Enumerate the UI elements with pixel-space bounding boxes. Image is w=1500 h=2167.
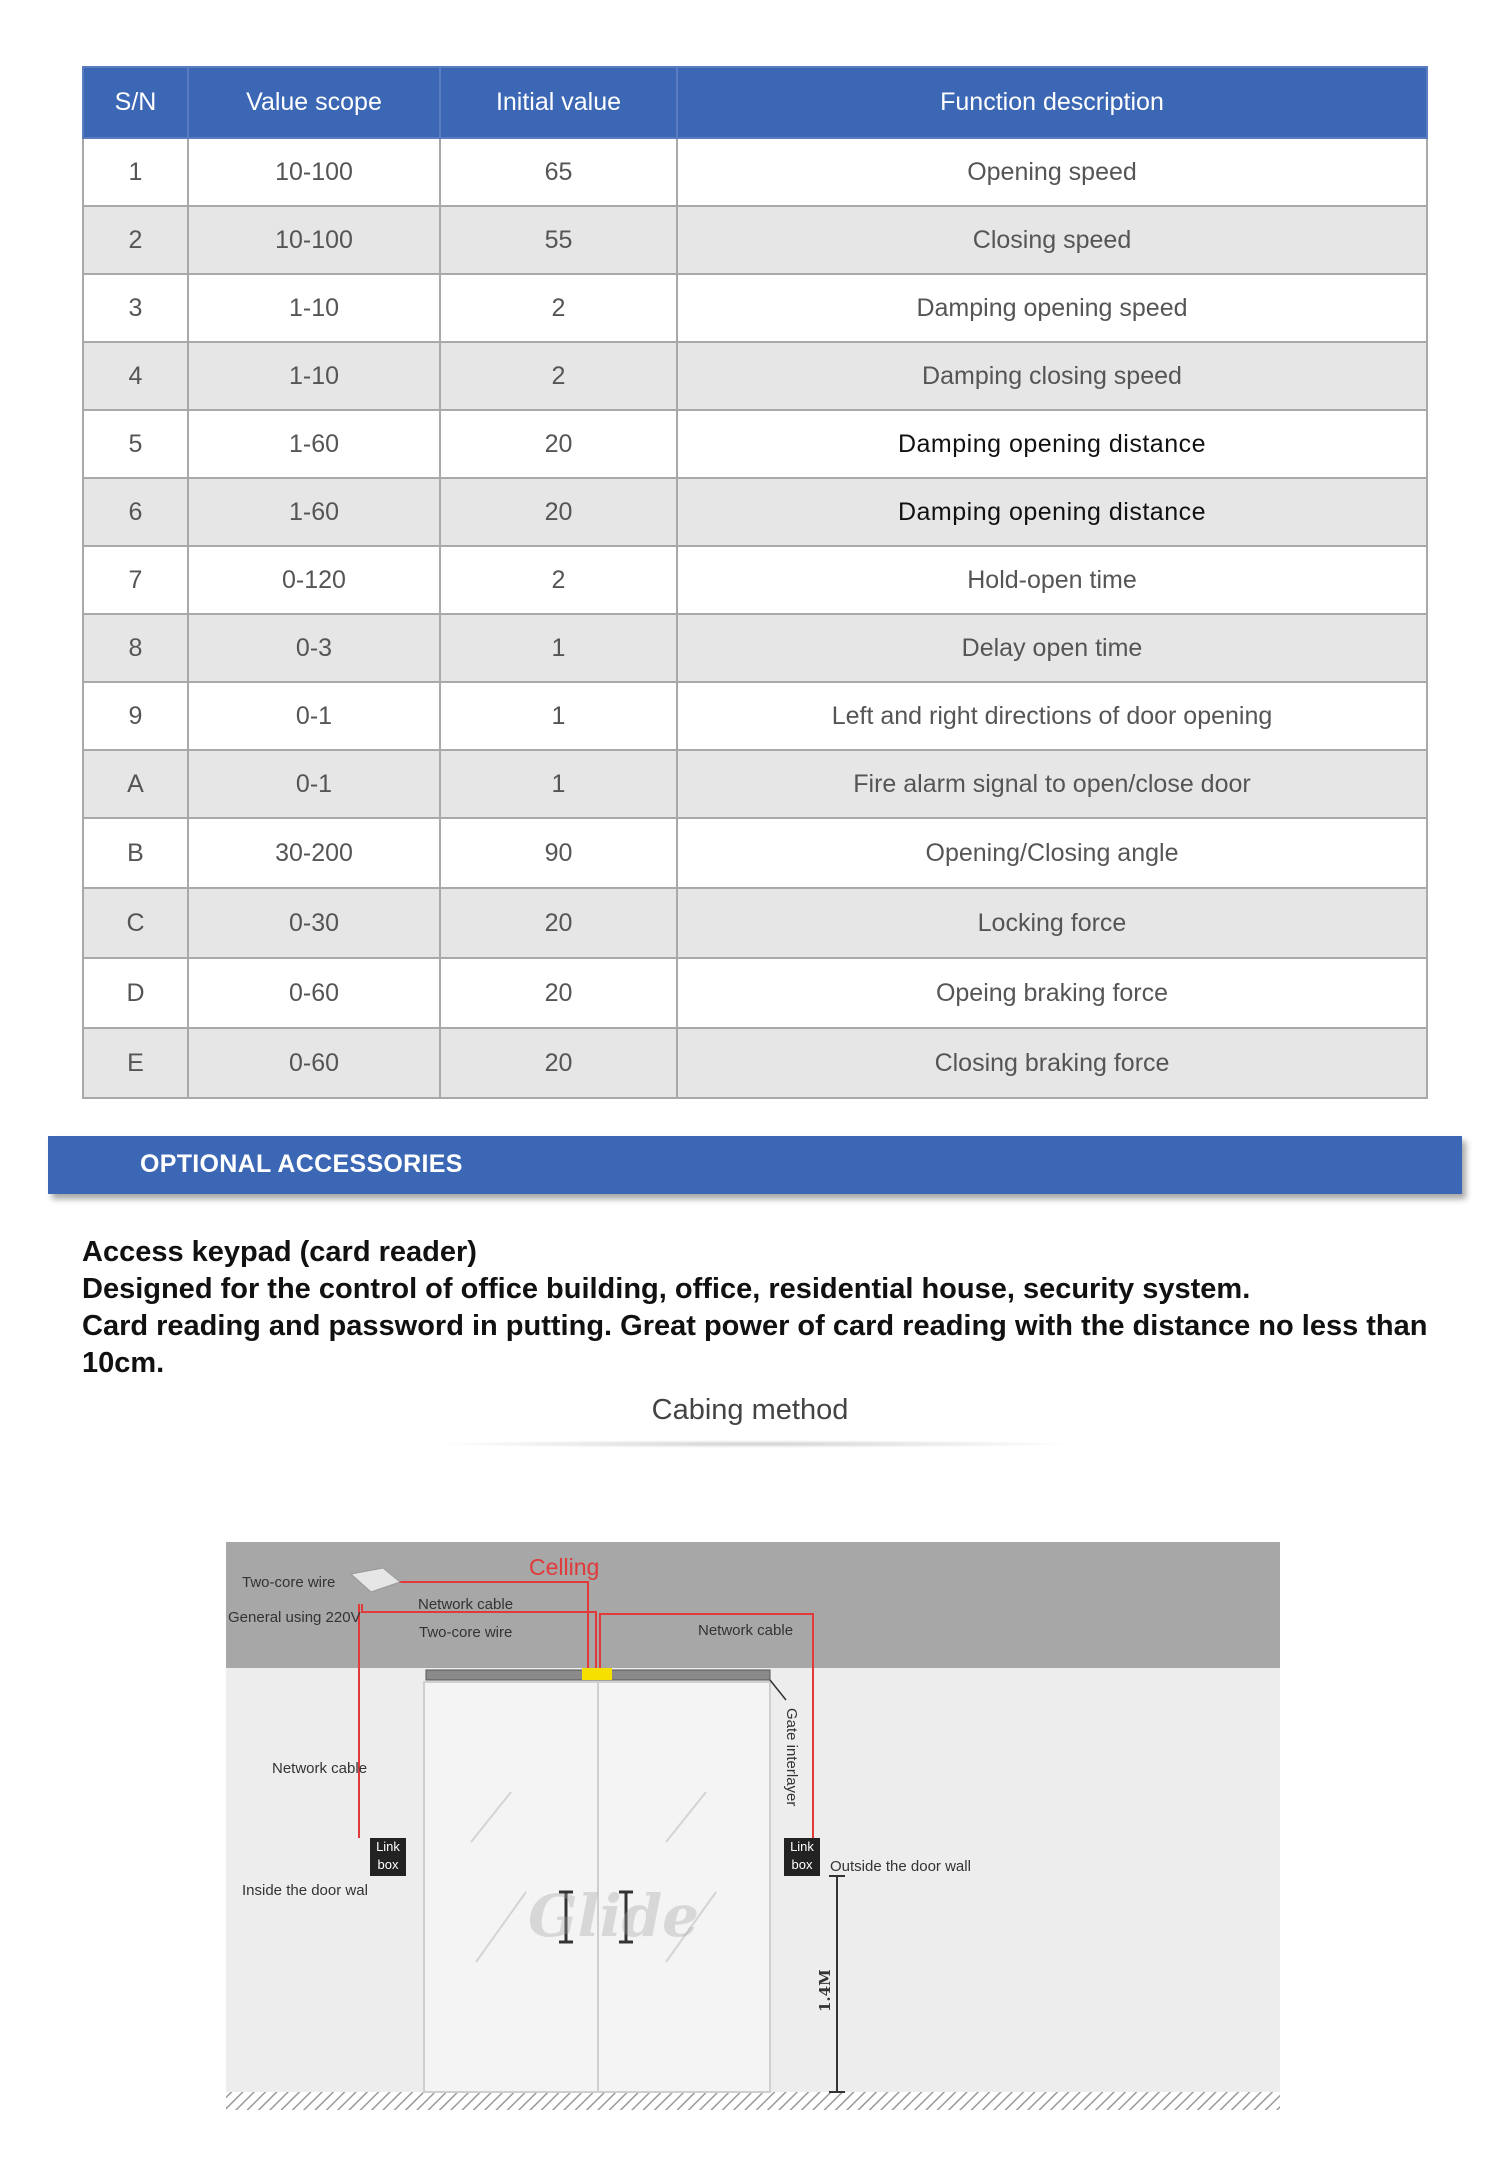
table-row — [83, 614, 1427, 682]
cell-function-description: Fire alarm signal to open/close door — [677, 750, 1427, 818]
cell-value-scope: 0-60 — [188, 1028, 440, 1098]
cell-function-description: Closing speed — [677, 206, 1427, 274]
accessory-features: Card reading and password in putting. Great power of card reading with the distance no less than 10cm. — [82, 1310, 1428, 1379]
table-row — [83, 410, 1427, 478]
accessory-description — [82, 1234, 1442, 1382]
ceiling-label: Celling — [529, 1554, 600, 1580]
cell-initial-value: 20 — [440, 410, 677, 478]
link-box-inside: Link box — [370, 1838, 406, 1876]
cell-function-description: Damping opening speed — [677, 274, 1427, 342]
gate-interlayer-label: Gate interlayer — [783, 1708, 800, 1807]
banner-title: OPTIONAL ACCESSORIES — [140, 1150, 463, 1178]
cell-initial-value: 90 — [440, 818, 677, 888]
cell-value-scope: 0-60 — [188, 958, 440, 1028]
cell-sn: 1 — [83, 138, 188, 206]
table-header-row — [83, 67, 1427, 138]
header-value-scope: Value scope — [188, 67, 440, 138]
header-initial-value: Initial value — [440, 67, 677, 138]
cell-initial-value: 2 — [440, 274, 677, 342]
outside-wall-label: Outside the door wall — [830, 1858, 971, 1875]
cell-sn: 4 — [83, 342, 188, 410]
table-row — [83, 274, 1427, 342]
table-row — [83, 206, 1427, 274]
cell-function-description: Opening/Closing angle — [677, 818, 1427, 888]
cell-function-description: Hold-open time — [677, 546, 1427, 614]
diagram-title: Cabing method — [651, 1394, 849, 1426]
cell-initial-value: 55 — [440, 206, 677, 274]
cell-sn: 5 — [83, 410, 188, 478]
network-cable-right-label: Network cable — [698, 1622, 794, 1639]
cell-function-description: Delay open time — [677, 614, 1427, 682]
cell-initial-value: 2 — [440, 546, 677, 614]
table-row — [83, 750, 1427, 818]
header-function-description: Function description — [677, 67, 1427, 138]
cell-value-scope: 0-1 — [188, 682, 440, 750]
cell-sn: E — [83, 1028, 188, 1098]
cell-initial-value: 20 — [440, 1028, 677, 1098]
cell-function-description: Opening speed — [677, 138, 1427, 206]
cell-initial-value: 20 — [440, 958, 677, 1028]
cell-function-description: Damping closing speed — [677, 342, 1427, 410]
floor-hatch — [226, 2092, 1280, 2110]
table-row — [83, 138, 1427, 206]
cabling-diagram — [226, 1542, 1280, 2112]
inside-wall-label: Inside the door wal — [242, 1882, 368, 1899]
table-row — [83, 342, 1427, 410]
cell-value-scope: 0-1 — [188, 750, 440, 818]
network-cable-left-label: Network cable — [272, 1760, 368, 1777]
title-underline-shadow — [430, 1440, 1080, 1448]
cell-value-scope: 1-10 — [188, 342, 440, 410]
cell-initial-value: 20 — [440, 478, 677, 546]
cell-function-description: Opeing braking force — [677, 958, 1427, 1028]
ceiling-band — [226, 1542, 1280, 1668]
accessory-purpose: Designed for the control of office building, office, residential house, security system. — [82, 1273, 1251, 1305]
accessory-name: Access keypad (card reader) — [82, 1236, 477, 1268]
cell-function-description: Locking force — [677, 888, 1427, 958]
cell-sn: 6 — [83, 478, 188, 546]
cell-sn: C — [83, 888, 188, 958]
sensor-box — [582, 1668, 612, 1680]
cell-initial-value: 1 — [440, 682, 677, 750]
cell-sn: D — [83, 958, 188, 1028]
section-banner — [48, 1136, 1462, 1194]
two-core-wire-door-label: Two-core wire — [419, 1624, 513, 1641]
cell-sn: 3 — [83, 274, 188, 342]
link-box-outside: Link box — [784, 1838, 820, 1876]
cell-sn: 7 — [83, 546, 188, 614]
cell-sn: 2 — [83, 206, 188, 274]
table-row — [83, 818, 1427, 888]
network-cable-top-label: Network cable — [418, 1596, 514, 1613]
parameter-table — [82, 66, 1428, 1099]
table-row — [83, 478, 1427, 546]
cell-initial-value: 65 — [440, 138, 677, 206]
table-row — [83, 682, 1427, 750]
cell-value-scope: 0-30 — [188, 888, 440, 958]
cell-value-scope: 30-200 — [188, 818, 440, 888]
cell-value-scope: 1-60 — [188, 478, 440, 546]
cell-initial-value: 2 — [440, 342, 677, 410]
cell-value-scope: 1-60 — [188, 410, 440, 478]
cell-function-description: Left and right directions of door opening — [677, 682, 1427, 750]
cell-initial-value: 20 — [440, 888, 677, 958]
cell-sn: 8 — [83, 614, 188, 682]
table-row — [83, 958, 1427, 1028]
height-label: 1.4M — [816, 1969, 834, 2012]
cell-value-scope: 10-100 — [188, 138, 440, 206]
cell-initial-value: 1 — [440, 614, 677, 682]
table-row — [83, 546, 1427, 614]
cell-initial-value: 1 — [440, 750, 677, 818]
cell-function-description: Damping opening distance — [677, 478, 1427, 546]
cell-value-scope: 0-120 — [188, 546, 440, 614]
two-core-wire-label: Two-core wire — [242, 1574, 336, 1591]
table-row — [83, 1028, 1427, 1098]
cell-function-description: Closing braking force — [677, 1028, 1427, 1098]
cell-value-scope: 1-10 — [188, 274, 440, 342]
general-using-label: General using 220V — [228, 1609, 361, 1626]
cell-value-scope: 0-3 — [188, 614, 440, 682]
cell-function-description: Damping opening distance — [677, 410, 1427, 478]
cell-sn: A — [83, 750, 188, 818]
table-row — [83, 888, 1427, 958]
header-sn: S/N — [83, 67, 188, 138]
cell-value-scope: 10-100 — [188, 206, 440, 274]
cell-sn: B — [83, 818, 188, 888]
cell-sn: 9 — [83, 682, 188, 750]
brand-watermark: Glide — [528, 1882, 700, 1950]
